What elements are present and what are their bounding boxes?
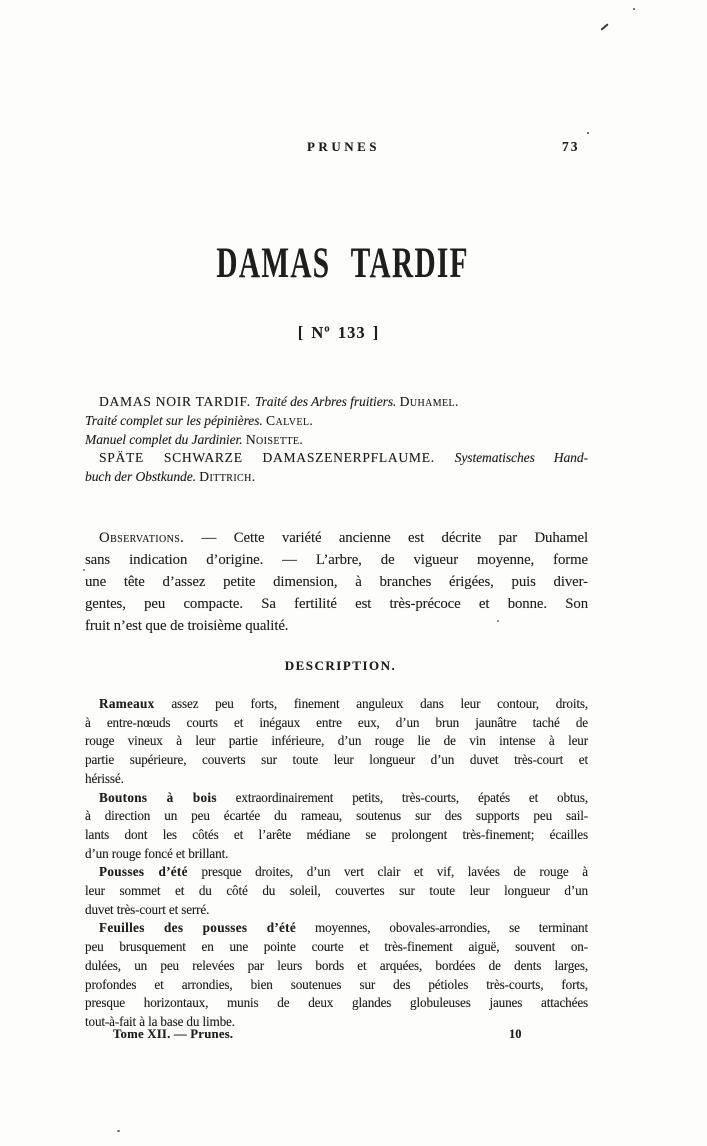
text-segment: dulées, un peu relevées par leurs bords et arquées, bordées de dents larges, bbox=[85, 957, 588, 973]
text-segment: hérissé. bbox=[85, 770, 124, 786]
text-segment: Traité des Arbres fruitiers. bbox=[254, 394, 400, 409]
text-segment: Systematisches Hand- bbox=[454, 450, 588, 466]
text-segment: tout-à-fait à la base du limbe. bbox=[85, 1013, 235, 1029]
variety-title bbox=[91, 242, 594, 285]
paragraph-pousses-d-ete bbox=[85, 863, 588, 919]
text-line bbox=[85, 412, 588, 431]
text-line bbox=[85, 863, 588, 882]
text-line bbox=[85, 845, 588, 864]
text-segment: — Cette variété ancienne est décrite par Duhamel bbox=[184, 530, 588, 546]
text-line bbox=[85, 571, 588, 593]
text-line bbox=[85, 770, 588, 789]
footer-volume-label: Tome XII. — Prunes. bbox=[113, 1027, 234, 1041]
scan-speck-dot bbox=[587, 132, 589, 134]
text-line bbox=[85, 714, 588, 733]
page-number: 73 bbox=[562, 139, 580, 154]
variety-title-text: DAMAS TARDIF bbox=[216, 240, 469, 287]
text-line bbox=[85, 807, 588, 826]
text-segment: lants dont les côtés et l’arête médiane se prolongent très-finement; écailles bbox=[85, 826, 588, 842]
text-line bbox=[85, 527, 588, 549]
text-segment: Pousses d’été bbox=[99, 864, 188, 880]
scan-speck-dot bbox=[497, 620, 499, 622]
text-segment: Duhamel. bbox=[399, 394, 459, 409]
text-segment: Noisette. bbox=[245, 431, 304, 447]
text-line bbox=[85, 751, 588, 770]
scan-speck-slash bbox=[600, 23, 608, 30]
text-line bbox=[85, 919, 588, 938]
text-line bbox=[85, 789, 588, 808]
text-line bbox=[85, 695, 588, 714]
text-segment: gentes, peu compacte. Sa fertilité est très-précoce et bonne. Son bbox=[85, 596, 588, 612]
scan-speck-dot bbox=[83, 569, 85, 571]
text-segment: duvet très-court et serré. bbox=[85, 901, 210, 917]
text-line bbox=[85, 732, 588, 751]
text-segment: leur sommet et du côté du soleil, couvertes sur toute leur longueur d’un bbox=[85, 883, 588, 899]
text-line bbox=[85, 976, 588, 995]
text-segment: presque droites, d’un vert clair et vif, lavées de rouge à bbox=[187, 864, 588, 880]
text-segment: Traité complet sur les pépinières. bbox=[85, 412, 267, 428]
text-segment: à entre-nœuds courts et inégaux entre eux, d’un brun jaunâtre taché de bbox=[85, 714, 588, 730]
text-line bbox=[85, 549, 588, 571]
text-line bbox=[85, 431, 588, 450]
text-segment: Feuilles des pousses d’été bbox=[99, 920, 297, 936]
text-line bbox=[85, 938, 588, 957]
text-line bbox=[85, 994, 588, 1013]
text-segment: Dittrich. bbox=[199, 469, 256, 485]
text-segment: DAMAS NOIR TARDIF. bbox=[99, 394, 255, 409]
footer-signature-number: 10 bbox=[509, 1027, 522, 1041]
text-segment: assez peu forts, finement anguleux dans leur contour, droits, bbox=[154, 696, 588, 711]
text-line bbox=[85, 615, 588, 637]
text-line bbox=[85, 449, 588, 468]
paragraph-rameaux bbox=[85, 695, 588, 789]
text-segment: peu brusquement en une pointe courte et très-finement aiguë, souvent on- bbox=[85, 939, 588, 955]
description-section bbox=[85, 695, 588, 1032]
paragraph-feuilles bbox=[85, 919, 588, 1031]
text-segment: Rameaux bbox=[99, 696, 155, 711]
plate-number-label: [ Nº 133 ] bbox=[297, 323, 380, 342]
text-segment: d’un rouge foncé et brillant. bbox=[85, 845, 229, 861]
text-line bbox=[85, 957, 588, 976]
text-segment: rouge vineux à leur partie inférieure, d’un rouge lie de vin intense à leur bbox=[85, 733, 588, 749]
text-segment: fruit n’est que de troisième qualité. bbox=[85, 618, 289, 634]
text-segment: Manuel complet du Jardinier. bbox=[85, 431, 246, 447]
synonymy-block bbox=[85, 393, 588, 487]
text-segment: Calvel. bbox=[266, 412, 314, 428]
text-segment: Boutons à bois bbox=[99, 789, 217, 805]
text-segment: presque horizontaux, munis de deux glandes globuleuses jaunes attachées bbox=[85, 995, 588, 1011]
scan-speck-dot bbox=[117, 1130, 120, 1132]
text-segment: à direction un peu écartée du rameau, soutenus sur des supports peu sail- bbox=[85, 808, 588, 824]
text-line bbox=[85, 882, 588, 901]
text-segment: buch der Obstkunde. bbox=[85, 469, 200, 485]
paragraph-boutons-a-bois bbox=[85, 789, 588, 864]
text-line bbox=[85, 393, 588, 412]
scan-speck-dot bbox=[633, 8, 635, 10]
text-line bbox=[85, 468, 588, 487]
text-segment: sans indication d’origine. — L’arbre, de vigueur moyenne, forme bbox=[85, 552, 588, 568]
description-heading: DESCRIPTION. bbox=[284, 658, 397, 673]
observations-paragraph bbox=[85, 527, 588, 637]
running-title: PRUNES bbox=[306, 139, 380, 154]
text-segment: SPÄTE SCHWARZE DAMASZENERPFLAUME. bbox=[99, 450, 455, 466]
text-segment: extraordinairement petits, très-courts, épatés et obtus, bbox=[216, 789, 588, 805]
text-segment: profondes et arrondies, bien soutenues sur des pétioles très-courts, forts, bbox=[85, 976, 588, 992]
text-line bbox=[85, 593, 588, 615]
text-segment: une tête d’assez petite dimension, à branches érigées, puis diver- bbox=[85, 574, 588, 590]
text-line bbox=[85, 901, 588, 920]
text-segment: partie supérieure, couverts sur toute leur longueur d’un duvet très-court et bbox=[85, 752, 588, 768]
text-line bbox=[85, 826, 588, 845]
text-segment: Observations. bbox=[99, 530, 185, 546]
text-segment: moyennes, obovales-arrondies, se terminant bbox=[296, 920, 588, 936]
